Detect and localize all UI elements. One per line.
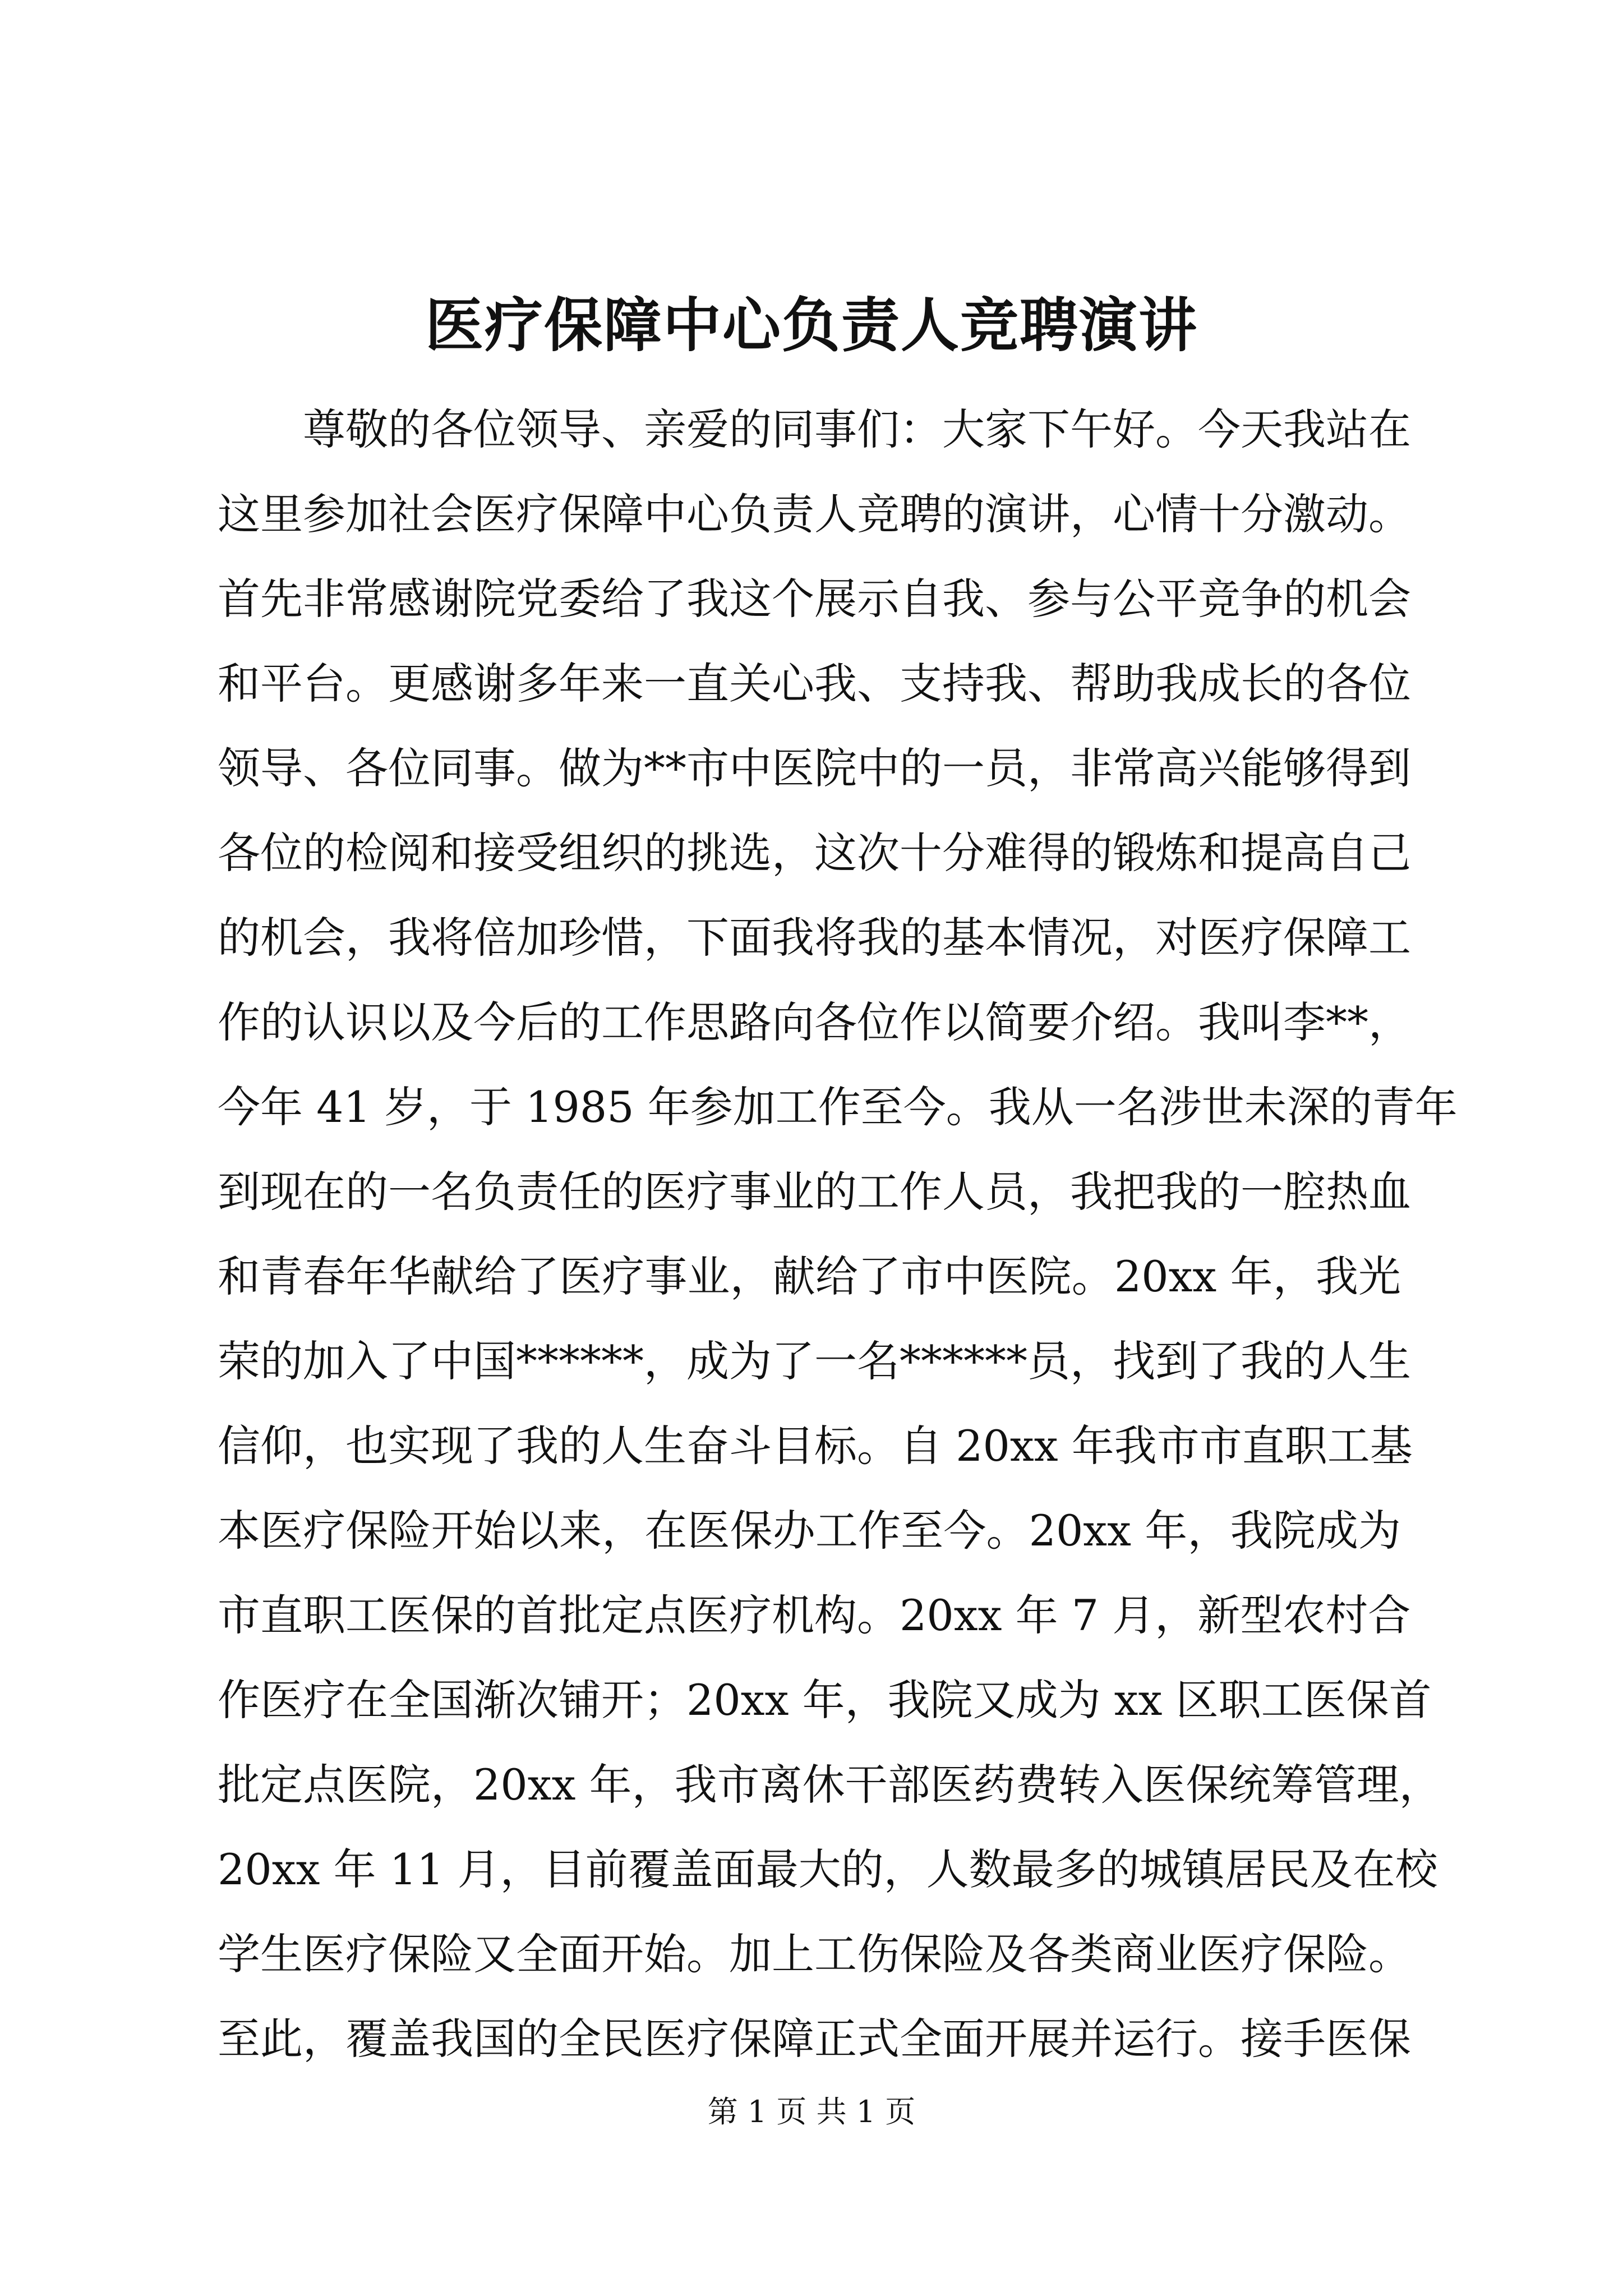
body-line: 各位的检阅和接受组织的挑选，这次十分难得的锻炼和提高自己 xyxy=(218,828,1411,878)
document-body xyxy=(218,387,1458,2081)
document-title: 医疗保障中心负责人竞聘演讲 xyxy=(425,291,1198,360)
body-line: 今年 41 岁，于 1985 年参加工作至今。我从一名涉世未深的青年 xyxy=(218,1082,1458,1132)
body-line: 和青春年华献给了医疗事业，献给了市中医院。20xx 年，我光 xyxy=(218,1251,1401,1301)
body-line: 领导、各位同事。做为**市中医院中的一员，非常高兴能够得到 xyxy=(218,743,1411,793)
body-line: 至此，覆盖我国的全民医疗保障正式全面开展并运行。接手医保 xyxy=(218,2014,1411,2064)
body-line: 的机会，我将倍加珍惜，下面我将我的基本情况，对医疗保障工 xyxy=(218,913,1411,963)
body-line: 20xx 年 11 月，目前覆盖面最大的，人数最多的城镇居民及在校 xyxy=(218,1844,1438,1894)
body-line: 首先非常感谢院党委给了我这个展示自我、参与公平竞争的机会 xyxy=(218,574,1411,624)
body-line: 荣的加入了中国******，成为了一名******员，找到了我的人生 xyxy=(218,1336,1411,1386)
body-line: 市直职工医保的首批定点医疗机构。20xx 年 7 月，新型农村合 xyxy=(218,1590,1411,1640)
page-footer: 第 1 页 共 1 页 xyxy=(707,2094,916,2129)
body-line: 批定点医院，20xx 年，我市离休干部医药费转入医保统筹管理， xyxy=(218,1760,1442,1810)
body-line: 作医疗在全国渐次铺开；20xx 年，我院又成为 xx 区职工医保首 xyxy=(218,1675,1432,1725)
body-line: 作的认识以及今后的工作思路向各位作以简要介绍。我叫李**， xyxy=(218,997,1411,1047)
body-line: 这里参加社会医疗保障中心负责人竞聘的演讲，心情十分激动。 xyxy=(218,489,1411,539)
body-line: 尊敬的各位领导、亲爱的同事们：大家下午好。今天我站在 xyxy=(303,404,1411,454)
body-line: 到现在的一名负责任的医疗事业的工作人员，我把我的一腔热血 xyxy=(218,1167,1411,1217)
body-line: 学生医疗保险又全面开始。加上工伤保险及各类商业医疗保险。 xyxy=(218,1929,1411,1979)
body-line: 信仰，也实现了我的人生奋斗目标。自 20xx 年我市市直职工基 xyxy=(218,1421,1413,1471)
body-line: 本医疗保险开始以来，在医保办工作至今。20xx 年，我院成为 xyxy=(218,1506,1401,1556)
body-line: 和平台。更感谢多年来一直关心我、支持我、帮助我成长的各位 xyxy=(218,659,1411,708)
